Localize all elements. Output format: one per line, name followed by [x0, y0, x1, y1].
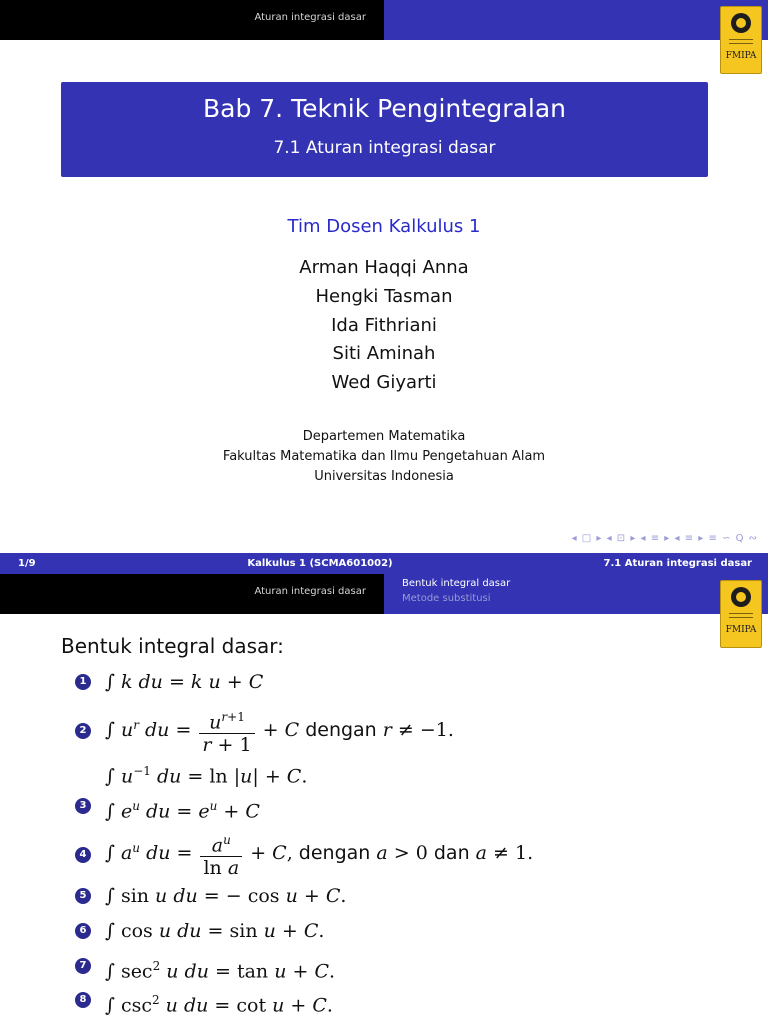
fmipa-logo: [720, 6, 762, 74]
ui-seal-icon: [731, 587, 751, 607]
enumerate-bullet: 6: [75, 923, 91, 939]
formula: ∫ $u^r$ du = $\frac{u^{r+1}}{r + 1}$ + C dengan r ≠ −1.: [105, 706, 454, 756]
enumerate-bullet: 3: [75, 798, 91, 814]
enumerate-bullet: 8: [75, 992, 91, 1008]
logo-text: FMIPA: [725, 51, 757, 61]
department: Departemen Matematika: [302, 429, 466, 444]
author-name: Ida Fithriani: [331, 315, 437, 336]
author-name: Arman Haqqi Anna: [299, 257, 469, 278]
title-block: [61, 82, 708, 177]
slide-footer: [0, 553, 768, 574]
team-name: Tim Dosen Kalkulus 1: [287, 216, 481, 237]
footer-section: 7.1 Aturan integrasi dasar: [603, 558, 752, 569]
header-section-link[interactable]: Aturan integrasi dasar: [254, 586, 366, 597]
formula: ∫ $a^u$ du = $\frac{a^u}{\text{ln a}}$ + C, dengan a > 0 dan a ≠ 1.: [105, 829, 533, 879]
university: Universitas Indonesia: [314, 469, 454, 484]
header-section-link[interactable]: Aturan integrasi dasar: [254, 12, 366, 23]
enumerate-bullet: 1: [75, 674, 91, 690]
enumerate-bullet: 4: [75, 847, 91, 863]
fmipa-logo: [720, 580, 762, 648]
course-title: Kalkulus 1 (SCMA601002): [247, 558, 393, 569]
slide-header: [0, 0, 768, 40]
author-name: Siti Aminah: [332, 343, 436, 364]
formula-extra: ∫ $u^{-1}$ du = ln |u| + C.: [105, 764, 308, 788]
beamer-navigation-symbols[interactable]: ◂ □ ▸ ◂ ⊡ ▸ ◂ ≡ ▸ ◂ ≡ ▸ ≡ ∽ Q ∾: [571, 533, 758, 544]
slide-subtitle: 7.1 Aturan integrasi dasar: [273, 138, 496, 158]
header-subsection-bar: [384, 0, 768, 40]
author-name: Hengki Tasman: [315, 286, 453, 307]
formula: ∫ $\sec^2 u$ du = tan u + C.: [105, 959, 336, 983]
logo-text: FMIPA: [725, 625, 757, 635]
formula: ∫ sin u du = − cos u + C.: [105, 885, 347, 907]
header-subsection-bar: [384, 574, 768, 614]
enumerate-bullet: 5: [75, 888, 91, 904]
enumerate-bullet: 2: [75, 723, 91, 739]
header-section-bar: [0, 574, 384, 614]
author-name: Wed Giyarti: [331, 372, 437, 393]
page-number: 1/9: [18, 558, 36, 569]
ui-seal-icon: [731, 13, 751, 33]
header-section-bar: [0, 0, 384, 40]
slide-title: Bab 7. Teknik Pengintegralan: [202, 94, 566, 123]
formula: ∫ $e^u$ du = $e^u + C$: [105, 799, 260, 823]
formula: ∫ $\csc^2 u$ du = cot u + C.: [105, 993, 333, 1017]
subsection-link[interactable]: Metode substitusi: [402, 593, 491, 604]
subsection-link-active[interactable]: Bentuk integral dasar: [402, 578, 511, 589]
formula: ∫ cos u du = sin u + C.: [105, 920, 325, 942]
formula: ∫ k du = k u + C: [105, 671, 264, 693]
faculty: Fakultas Matematika dan Ilmu Pengetahuan Alam: [222, 449, 546, 464]
content-slide: [0, 574, 768, 1024]
slide-header: [0, 574, 768, 614]
content-heading: Bentuk integral dasar:: [61, 634, 284, 658]
enumerate-bullet: 7: [75, 958, 91, 974]
